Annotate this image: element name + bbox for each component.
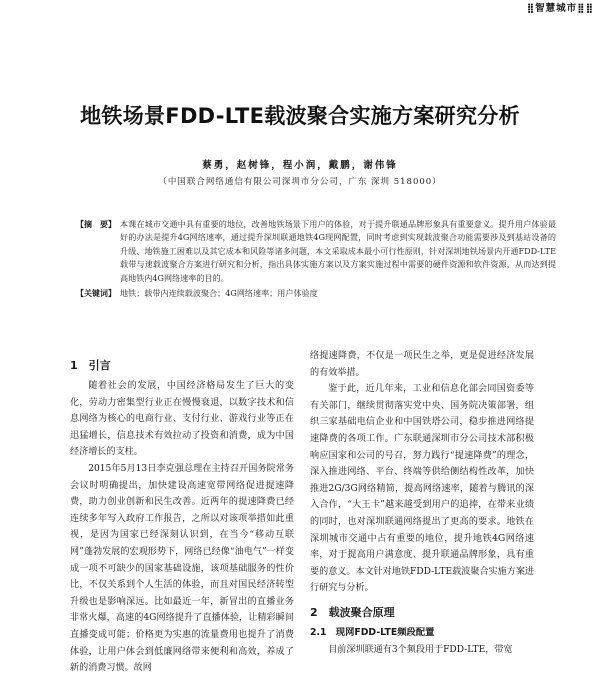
paper-title: 地铁场景FDD-LTE载波聚合实施方案研究分析 <box>80 104 520 128</box>
subsection-2-1-heading: 2.1 现网FDD-LTE频段配置 <box>310 626 435 638</box>
body-paragraph: 2015年5月13日李克强总理在主持召开国务院常务会议时明确提出，加快建设高速宽带网络促进提速降费，助力创业创新和民生改善。近两年的提速降费已经连续多年写入政府工作报告，之所以对该项举措如此重视，是因为国家已经深刻认识到，在当今“移动互联网”蓬勃发展的宏观形势下，网络已经像“油电气”一样变成一项不可缺少的国家基础设施，该项基础服务的性价比，不仅关系到个人生活的体验，而且对国民经济转型升级也是影响深远。比如最近一年，新冒出的直播业务非常火爆，高速的4G网络提升了直播体验，让精彩瞬间直播变成可能；价格更为实惠的流量费用也提升了消费体验，让用户体会到低廉网络带来便利和高效，养成了新的消费习惯。故网 <box>70 463 294 674</box>
section-1-heading: 1 引言 <box>70 359 111 372</box>
abstract-text: 本课在城市交通中具有重要的地位，改善地铁场景下用户的体验，对于提升联通品牌形象具有重要意义。提升用户体验最好的办法是提升4G网络速率，通过提升深圳联通地铁4G现网配置，同时考虑到实现载波聚合功能需要涉及到基站设备的升级、地铁施工困难以及其它成本和风险等诸多问题，本文采取成本最小可行性原则，针对深圳地铁场景内开通FDD-LTE载带与速载波聚合方案进行研究和分析，指出具体实施方案以及方案实施过程中需要的硬件资源和软件资源，从而达到提高地铁内4G网络速率的目的。 <box>120 219 556 283</box>
journal-section-tag: ⣿智慧城市⣿⣿ <box>526 3 594 14</box>
abstract-row <box>76 218 556 285</box>
body-paragraph: 随着社会的发展，中国经济格局发生了巨大的变化，劳动力密集型行业正在慢慢衰退，以数字技术和信息网络为核心的电商行业、支付行业、游戏行业等正在迅猛增长，信息技术有效拉动了投资和消费，成为中国经济增长的支柱。 <box>70 381 294 458</box>
body-paragraph: 目前深圳联通有3个频段用于FDD-LTE，带宽 <box>328 644 513 655</box>
paper-affiliation: （中国联合网络通信有限公司深圳市分公司，广东 深圳 518000） <box>158 177 442 187</box>
abstract-label: 【摘 要】 <box>76 220 116 229</box>
keywords-row <box>76 287 556 300</box>
keywords-label: 【关键词】 <box>76 289 116 299</box>
left-column <box>70 358 294 677</box>
keywords-text: 地铁；载带内连续载波聚合；4G网络速率；用户体验度 <box>120 288 318 299</box>
body-paragraph: 络提速降费，不仅是一项民生之举，更是促进经济发展的有效举措。 <box>310 351 534 378</box>
section-2-heading: 2 载波聚合原理 <box>310 605 395 619</box>
paper-authors: 蔡勇，赵树锋，程小润，戴鹏，谢伟锋 <box>202 160 398 171</box>
body-paragraph: 鉴于此，近几年来，工业和信息化部会同国资委等有关部门，继续贯彻落实党中央、国务院决策部署，组织三家基础电信企业和中国铁塔公司，稳步推进网络提速降费的各项工作。广东联通深圳市分公司技术部积极响应国家和公司的号召，努力践行“提速降费”的理念，深入推进网络、平台、终端等供给侧结构性改革，加快推进2G/3G网络精简，提高网络速率，随着与腾讯的深入合作，“大王卡”越来越受到用户的追捧，在带来业绩的同时，也对深圳联通网络提出了更高的要求。地铁在深圳城市交通中占有重要的地位，提升地铁4G网络速率，对于提高用户满意度、提升联通品牌形象，具有重要的意义。本文针对地铁FDD-LTE载波聚合实施方案进行研究与分析。 <box>310 384 535 594</box>
abstract-block <box>76 218 556 300</box>
right-column <box>310 348 534 659</box>
